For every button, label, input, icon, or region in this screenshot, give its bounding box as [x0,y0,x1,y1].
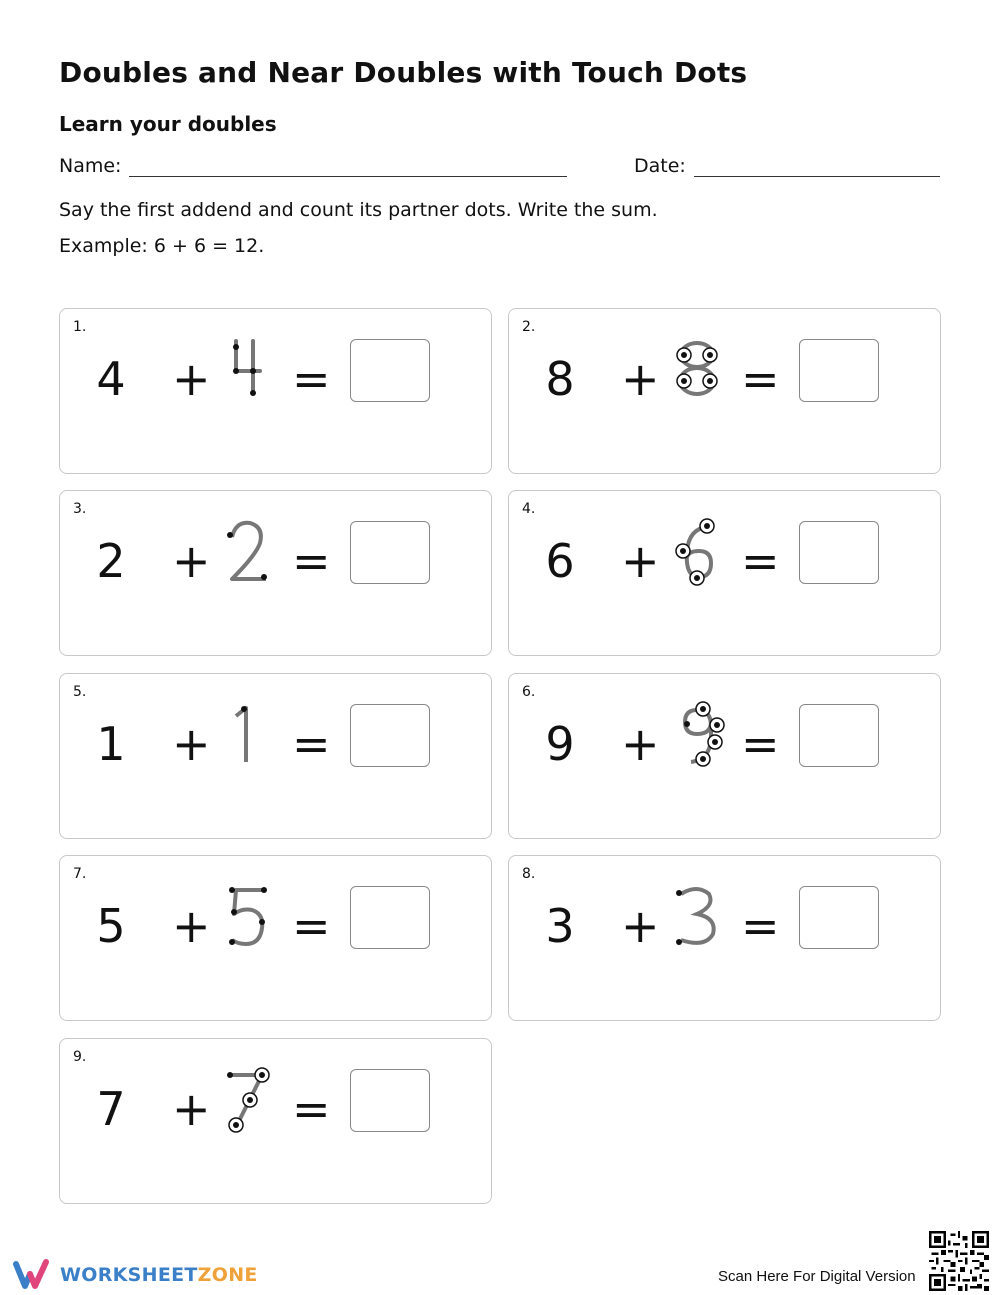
page-title: Doubles and Near Doubles with Touch Dots [59,56,748,89]
date-label: Date: [634,155,686,177]
plus-sign: + [621,534,660,588]
touch-dot-digit-6-icon [667,517,727,587]
problem-card [508,673,941,839]
problem-card [59,855,492,1021]
first-addend: 7 [96,1082,126,1136]
problem-card [59,1038,492,1204]
problem-card [508,855,941,1021]
scan-text: Scan Here For Digital Version [718,1268,916,1285]
touch-dot-digit-3-icon [667,882,727,952]
touch-dot-digit-4-icon [218,335,278,405]
equals-sign: = [292,1082,331,1136]
answer-box[interactable] [350,521,430,584]
worksheetzone-logo[interactable] [12,1258,258,1292]
first-addend: 4 [96,352,126,406]
problem-number: 9. [73,1049,87,1065]
touch-dot-digit-2-icon [218,517,278,587]
problem-card [59,490,492,656]
equals-sign: = [741,899,780,953]
equals-sign: = [741,717,780,771]
first-addend: 3 [545,899,575,953]
first-addend: 8 [545,352,575,406]
name-line[interactable] [129,157,567,177]
page-subtitle: Learn your doubles [59,112,277,136]
answer-box[interactable] [799,339,879,402]
answer-box[interactable] [350,704,430,767]
equals-sign: = [292,717,331,771]
first-addend: 1 [96,717,126,771]
instruction-text: Say the first addend and count its partner dots. Write the sum. [59,199,658,221]
equals-sign: = [292,899,331,953]
brand-name-part1: WORKSHEET [60,1264,198,1286]
problem-number: 6. [522,684,536,700]
answer-box[interactable] [350,339,430,402]
plus-sign: + [172,352,211,406]
answer-box[interactable] [350,886,430,949]
touch-dot-digit-9-icon [667,700,727,770]
date-field [634,155,940,177]
equals-sign: = [292,352,331,406]
date-line[interactable] [694,157,940,177]
logo-mark-icon [12,1258,54,1292]
plus-sign: + [172,534,211,588]
brand-name-part2: ZONE [197,1264,258,1286]
problem-card [59,673,492,839]
problem-number: 1. [73,319,87,335]
problem-card [59,308,492,474]
problem-number: 4. [522,501,536,517]
problem-card [508,490,941,656]
plus-sign: + [621,352,660,406]
first-addend: 9 [545,717,575,771]
plus-sign: + [621,717,660,771]
qr-code-icon[interactable] [929,1231,989,1291]
name-label: Name: [59,155,122,177]
problem-number: 5. [73,684,87,700]
equals-sign: = [292,534,331,588]
answer-box[interactable] [799,521,879,584]
first-addend: 5 [96,899,126,953]
touch-dot-digit-7-icon [218,1065,278,1135]
problem-number: 7. [73,866,87,882]
touch-dot-digit-8-icon [667,335,727,405]
plus-sign: + [172,717,211,771]
name-field [59,155,567,177]
answer-box[interactable] [350,1069,430,1132]
first-addend: 6 [545,534,575,588]
example-text: Example: 6 + 6 = 12. [59,235,265,257]
answer-box[interactable] [799,886,879,949]
problem-number: 3. [73,501,87,517]
answer-box[interactable] [799,704,879,767]
equals-sign: = [741,534,780,588]
plus-sign: + [172,899,211,953]
touch-dot-digit-1-icon [218,700,278,770]
problem-number: 8. [522,866,536,882]
first-addend: 2 [96,534,126,588]
plus-sign: + [172,1082,211,1136]
problem-number: 2. [522,319,536,335]
touch-dot-digit-5-icon [218,882,278,952]
plus-sign: + [621,899,660,953]
problem-card [508,308,941,474]
equals-sign: = [741,352,780,406]
